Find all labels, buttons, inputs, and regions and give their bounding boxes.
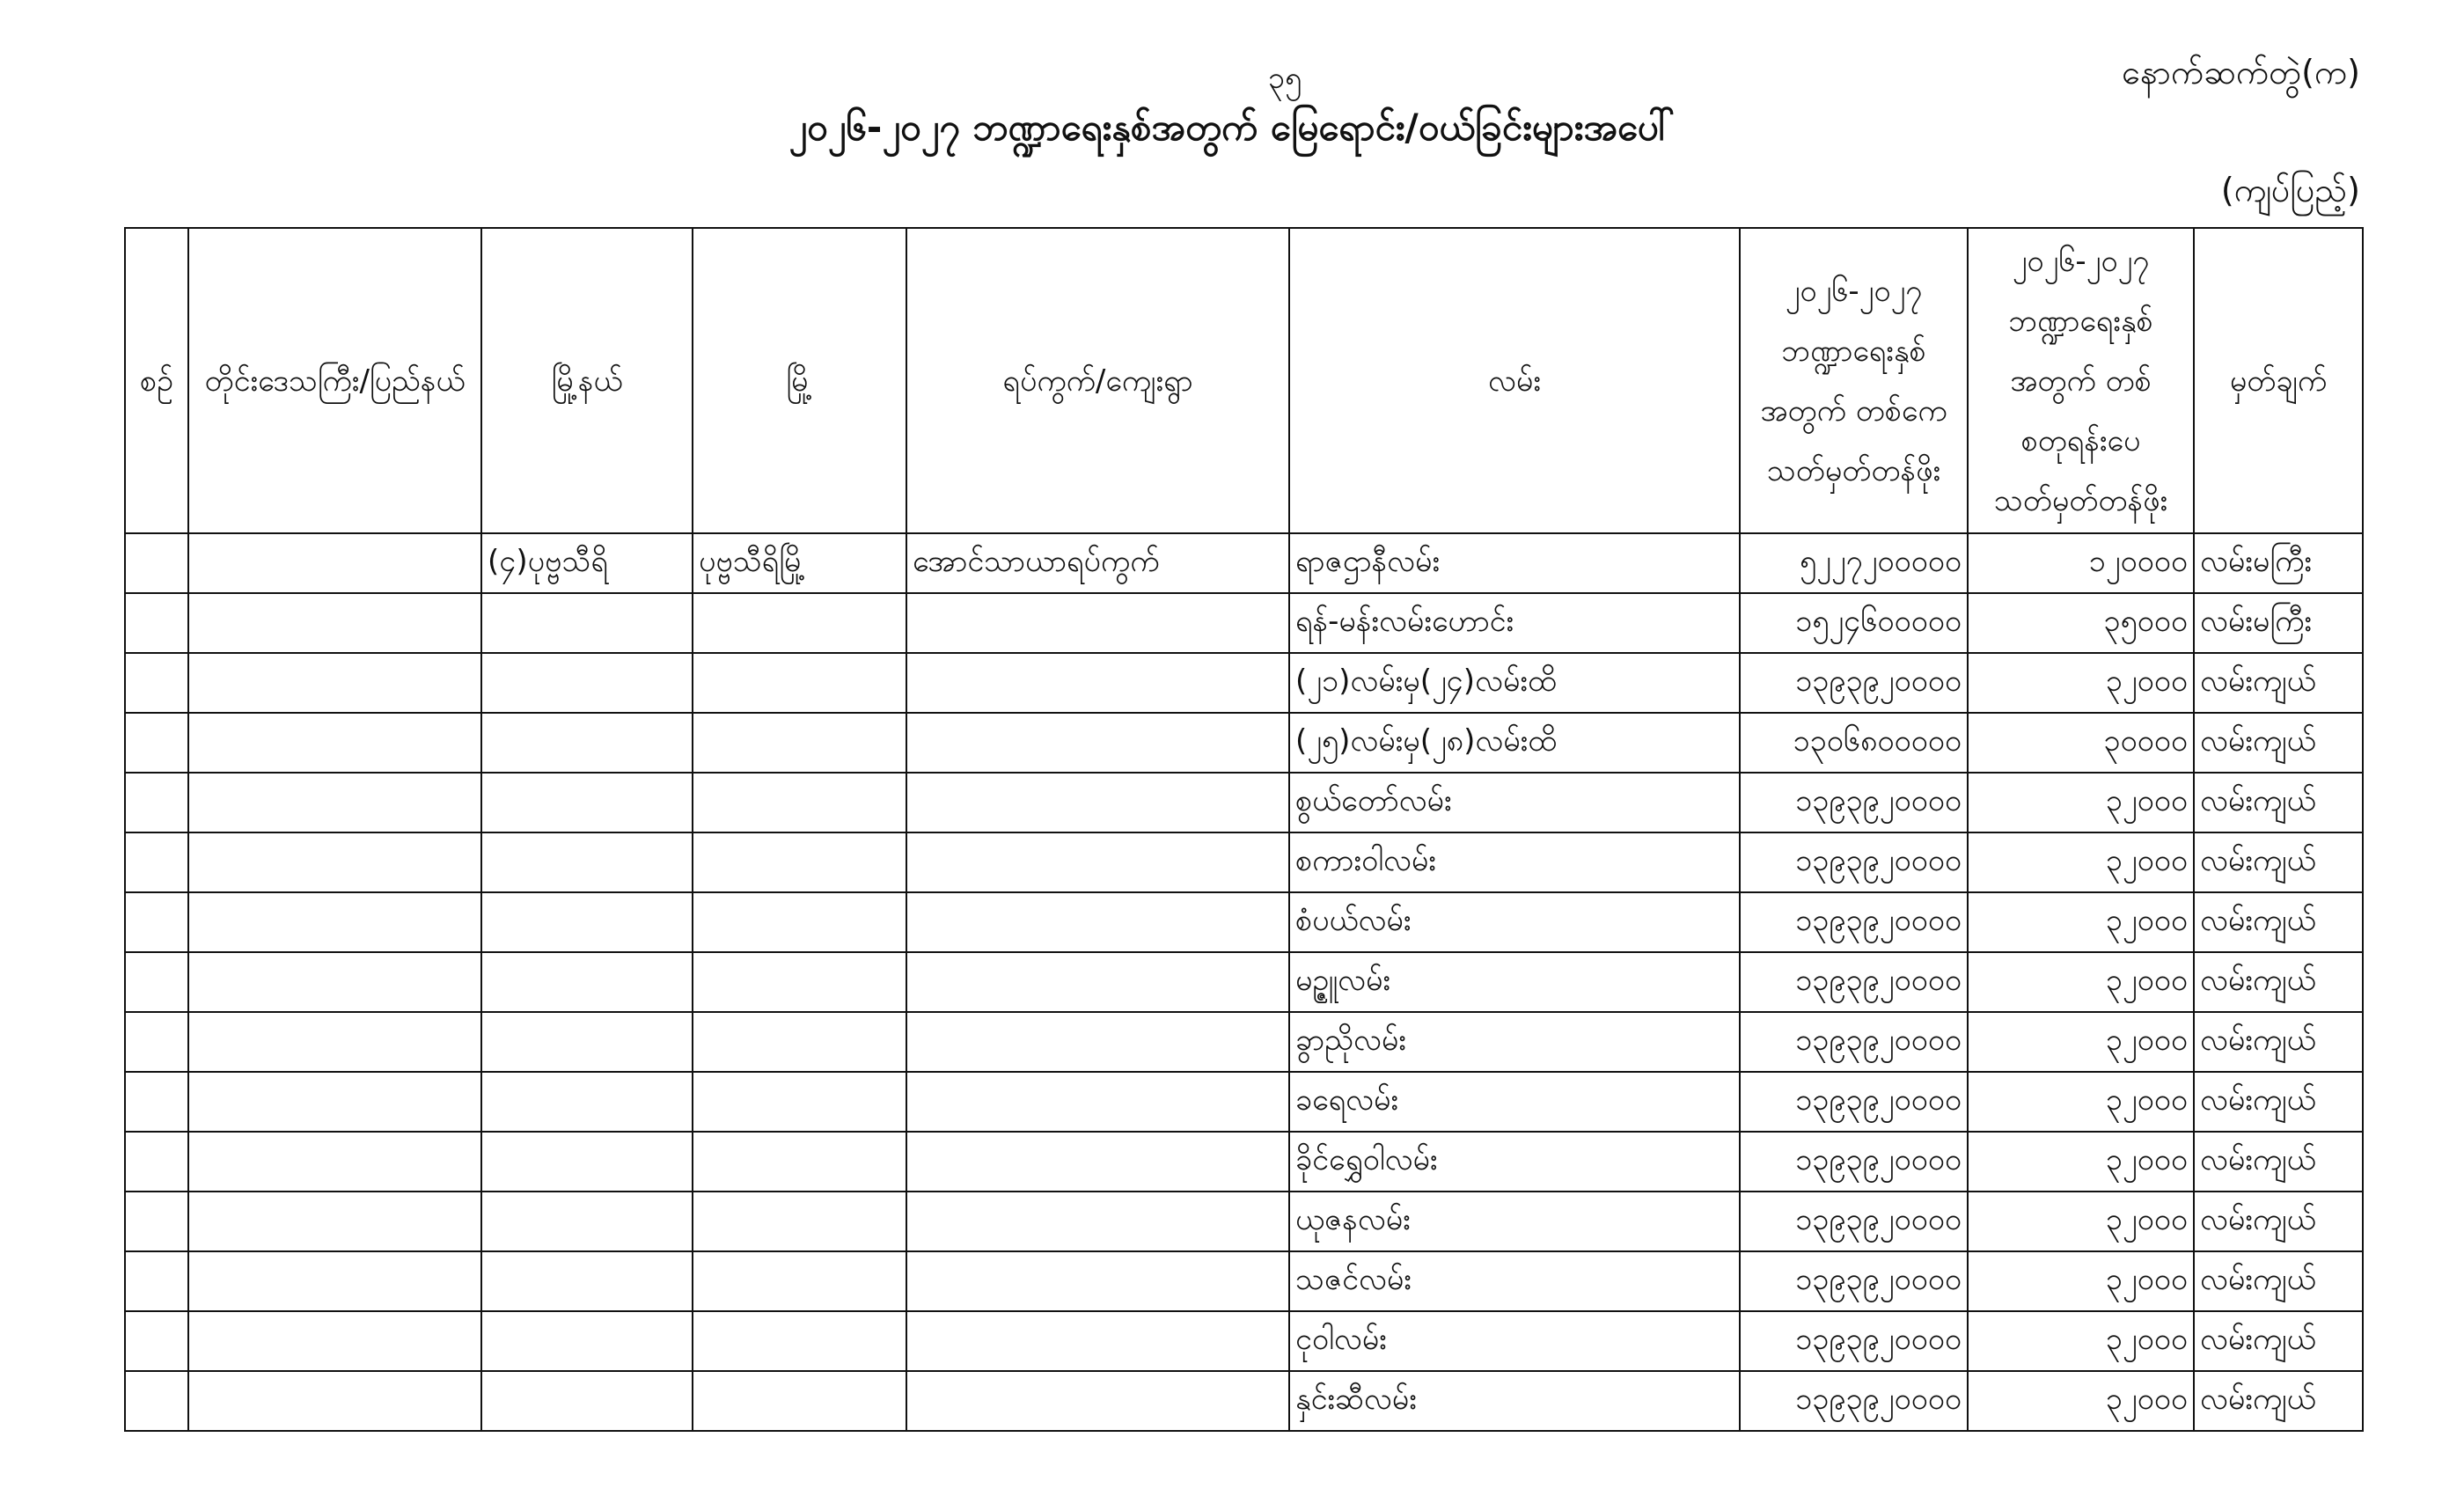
table-row bbox=[125, 1311, 2363, 1371]
cell-street: စွယ်တော်လမ်း bbox=[1289, 773, 1740, 832]
cell-district bbox=[481, 892, 693, 952]
cell-price-per-unit: ၁၅၂၄၆၀၀၀၀၀ bbox=[1740, 593, 1968, 653]
cell-serial bbox=[125, 1072, 188, 1132]
cell-remark: လမ်းကျယ် bbox=[2194, 1311, 2363, 1371]
header-price-per-unit: ၂၀၂၆-၂၀၂၇ ဘဏ္ဍာရေးနှစ် အတွက် တစ်ကေ သတ်မှတ်တန်ဖိုး bbox=[1740, 228, 1968, 533]
cell-ward bbox=[906, 773, 1289, 832]
cell-remark: လမ်းမကြီး bbox=[2194, 533, 2363, 593]
table-row bbox=[125, 1072, 2363, 1132]
cell-region bbox=[188, 1132, 481, 1192]
cell-district bbox=[481, 713, 693, 773]
cell-remark: လမ်းကျယ် bbox=[2194, 1192, 2363, 1251]
cell-town bbox=[693, 1012, 906, 1072]
cell-serial bbox=[125, 593, 188, 653]
cell-street: ခရေလမ်း bbox=[1289, 1072, 1740, 1132]
cell-serial bbox=[125, 1192, 188, 1251]
cell-price-per-unit: ၁၃၀၆၈၀၀၀၀၀ bbox=[1740, 713, 1968, 773]
cell-district bbox=[481, 832, 693, 892]
header-serial: စဉ် bbox=[125, 228, 188, 533]
cell-region bbox=[188, 1072, 481, 1132]
cell-remark: လမ်းကျယ် bbox=[2194, 653, 2363, 713]
cell-ward bbox=[906, 713, 1289, 773]
cell-price-per-unit: ၁၃၉၃၉၂၀၀၀၀ bbox=[1740, 1132, 1968, 1192]
cell-price-per-sqft: ၃၂၀၀၀ bbox=[1968, 773, 2194, 832]
cell-price-per-unit: ၁၃၉၃၉၂၀၀၀၀ bbox=[1740, 892, 1968, 952]
cell-street: (၂၅)လမ်းမှ(၂၈)လမ်းထိ bbox=[1289, 713, 1740, 773]
cell-street: ယုဇနလမ်း bbox=[1289, 1192, 1740, 1251]
cell-district bbox=[481, 1371, 693, 1431]
cell-town bbox=[693, 713, 906, 773]
cell-price-per-sqft: ၃၂၀၀၀ bbox=[1968, 1251, 2194, 1311]
cell-region bbox=[188, 1012, 481, 1072]
cell-ward bbox=[906, 593, 1289, 653]
cell-remark: လမ်းကျယ် bbox=[2194, 1371, 2363, 1431]
table-row bbox=[125, 952, 2363, 1012]
cell-region bbox=[188, 533, 481, 593]
cell-region bbox=[188, 713, 481, 773]
cell-ward bbox=[906, 1132, 1289, 1192]
cell-serial bbox=[125, 1371, 188, 1431]
cell-remark: လမ်းကျယ် bbox=[2194, 773, 2363, 832]
cell-price-per-sqft: ၃၂၀၀၀ bbox=[1968, 1371, 2194, 1431]
cell-town bbox=[693, 892, 906, 952]
header-region: တိုင်းဒေသကြီး/ပြည်နယ် bbox=[188, 228, 481, 533]
cell-region bbox=[188, 653, 481, 713]
cell-ward: အောင်သာယာရပ်ကွက် bbox=[906, 533, 1289, 593]
cell-remark: လမ်းကျယ် bbox=[2194, 832, 2363, 892]
cell-region bbox=[188, 832, 481, 892]
cell-street: ရာဇဌာနီလမ်း bbox=[1289, 533, 1740, 593]
currency-unit: (ကျပ်ပြည့်) bbox=[2220, 171, 2360, 209]
cell-remark: လမ်းကျယ် bbox=[2194, 1132, 2363, 1192]
cell-serial bbox=[125, 773, 188, 832]
table-header-row bbox=[125, 228, 2363, 533]
cell-town bbox=[693, 832, 906, 892]
cell-serial bbox=[125, 892, 188, 952]
cell-region bbox=[188, 952, 481, 1012]
cell-town bbox=[693, 1072, 906, 1132]
cell-serial bbox=[125, 653, 188, 713]
cell-town bbox=[693, 1251, 906, 1311]
cell-price-per-sqft: ၁၂၀၀၀၀ bbox=[1968, 533, 2194, 593]
cell-ward bbox=[906, 952, 1289, 1012]
cell-street: နှင်းဆီလမ်း bbox=[1289, 1371, 1740, 1431]
cell-serial bbox=[125, 952, 188, 1012]
land-price-table bbox=[124, 227, 2364, 1432]
header-remarks: မှတ်ချက် bbox=[2194, 228, 2363, 533]
cell-district bbox=[481, 1311, 693, 1371]
cell-street: ခိုင်ရွှေဝါလမ်း bbox=[1289, 1132, 1740, 1192]
cell-price-per-unit: ၁၃၉၃၉၂၀၀၀၀ bbox=[1740, 952, 1968, 1012]
cell-price-per-sqft: ၃၀၀၀၀ bbox=[1968, 713, 2194, 773]
cell-remark: လမ်းကျယ် bbox=[2194, 713, 2363, 773]
cell-price-per-sqft: ၃၂၀၀၀ bbox=[1968, 1192, 2194, 1251]
cell-district bbox=[481, 1132, 693, 1192]
table-row bbox=[125, 1192, 2363, 1251]
cell-remark: လမ်းကျယ် bbox=[2194, 1012, 2363, 1072]
table-body bbox=[125, 533, 2363, 1431]
table-row bbox=[125, 1371, 2363, 1431]
cell-remark: လမ်းကျယ် bbox=[2194, 1072, 2363, 1132]
cell-district bbox=[481, 1012, 693, 1072]
table-row bbox=[125, 1012, 2363, 1072]
cell-town bbox=[693, 653, 906, 713]
header-town: မြို့ bbox=[693, 228, 906, 533]
cell-price-per-unit: ၁၃၉၃၉၂၀၀၀၀ bbox=[1740, 773, 1968, 832]
cell-town bbox=[693, 952, 906, 1012]
cell-town bbox=[693, 593, 906, 653]
cell-price-per-unit: ၁၃၉၃၉၂၀၀၀၀ bbox=[1740, 653, 1968, 713]
cell-street: ရန်-မန်းလမ်းဟောင်း bbox=[1289, 593, 1740, 653]
cell-district bbox=[481, 1192, 693, 1251]
table-row bbox=[125, 533, 2363, 593]
cell-street: ငုဝါလမ်း bbox=[1289, 1311, 1740, 1371]
cell-region bbox=[188, 773, 481, 832]
cell-price-per-sqft: ၃၂၀၀၀ bbox=[1968, 1072, 2194, 1132]
cell-price-per-sqft: ၃၂၀၀၀ bbox=[1968, 653, 2194, 713]
header-price-per-sqft: ၂၀၂၆-၂၀၂၇ ဘဏ္ဍာရေးနှစ် အတွက် တစ်စတုရန်းပေ သတ်မှတ်တန်ဖိုး bbox=[1968, 228, 2194, 533]
cell-district bbox=[481, 593, 693, 653]
table-row bbox=[125, 1132, 2363, 1192]
cell-price-per-sqft: ၃၂၀၀၀ bbox=[1968, 952, 2194, 1012]
cell-serial bbox=[125, 713, 188, 773]
cell-region bbox=[188, 593, 481, 653]
cell-price-per-sqft: ၃၂၀၀၀ bbox=[1968, 892, 2194, 952]
cell-street: (၂၁)လမ်းမှ(၂၄)လမ်းထိ bbox=[1289, 653, 1740, 713]
cell-street: စကားဝါလမ်း bbox=[1289, 832, 1740, 892]
cell-price-per-unit: ၁၃၉၃၉၂၀၀၀၀ bbox=[1740, 1012, 1968, 1072]
cell-district bbox=[481, 653, 693, 713]
cell-serial bbox=[125, 533, 188, 593]
cell-serial bbox=[125, 832, 188, 892]
cell-ward bbox=[906, 1072, 1289, 1132]
cell-remark: လမ်းကျယ် bbox=[2194, 952, 2363, 1012]
cell-region bbox=[188, 1371, 481, 1431]
cell-serial bbox=[125, 1132, 188, 1192]
cell-town bbox=[693, 1311, 906, 1371]
cell-price-per-unit: ၁၃၉၃၉၂၀၀၀၀ bbox=[1740, 1371, 1968, 1431]
cell-ward bbox=[906, 892, 1289, 952]
cell-district bbox=[481, 1251, 693, 1311]
table-row bbox=[125, 653, 2363, 713]
cell-price-per-sqft: ၃၂၀၀၀ bbox=[1968, 1132, 2194, 1192]
page-title: ၂၀၂၆-၂၀၂၇ ဘဏ္ဍာရေးနှစ်အတွက် မြေရောင်း/ဝယ်ခြင်းများအပေါ် bbox=[788, 106, 1676, 149]
cell-price-per-unit: ၁၃၉၃၉၂၀၀၀၀ bbox=[1740, 1251, 1968, 1311]
cell-ward bbox=[906, 653, 1289, 713]
table-row bbox=[125, 773, 2363, 832]
cell-ward bbox=[906, 1371, 1289, 1431]
cell-street: မဥ္ဇူလမ်း bbox=[1289, 952, 1740, 1012]
cell-serial bbox=[125, 1012, 188, 1072]
cell-town bbox=[693, 1132, 906, 1192]
table-row bbox=[125, 593, 2363, 653]
cell-town bbox=[693, 1371, 906, 1431]
cell-street: သဇင်လမ်း bbox=[1289, 1251, 1740, 1311]
table-row bbox=[125, 892, 2363, 952]
cell-price-per-unit: ၁၃၉၃၉၂၀၀၀၀ bbox=[1740, 1311, 1968, 1371]
cell-region bbox=[188, 1192, 481, 1251]
cell-ward bbox=[906, 1311, 1289, 1371]
annex-label: နောက်ဆက်တွဲ(က) bbox=[2122, 53, 2360, 92]
cell-price-per-sqft: ၃၅၀၀၀ bbox=[1968, 593, 2194, 653]
cell-region bbox=[188, 892, 481, 952]
cell-district bbox=[481, 773, 693, 832]
cell-ward bbox=[906, 1251, 1289, 1311]
cell-town bbox=[693, 1192, 906, 1251]
cell-price-per-unit: ၁၃၉၃၉၂၀၀၀၀ bbox=[1740, 1072, 1968, 1132]
cell-remark: လမ်းမကြီး bbox=[2194, 593, 2363, 653]
cell-serial bbox=[125, 1251, 188, 1311]
cell-price-per-sqft: ၃၂၀၀၀ bbox=[1968, 832, 2194, 892]
cell-town: ပုဗ္ဗသီရိမြို့ bbox=[693, 533, 906, 593]
table-row bbox=[125, 832, 2363, 892]
cell-district bbox=[481, 1072, 693, 1132]
cell-price-per-unit: ၁၃၉၃၉၂၀၀၀၀ bbox=[1740, 832, 1968, 892]
table-row bbox=[125, 1251, 2363, 1311]
header-street: လမ်း bbox=[1289, 228, 1740, 533]
cell-ward bbox=[906, 832, 1289, 892]
cell-remark: လမ်းကျယ် bbox=[2194, 1251, 2363, 1311]
cell-street: ခွာညိုလမ်း bbox=[1289, 1012, 1740, 1072]
page-number: ၃၅ bbox=[1267, 61, 1302, 96]
cell-district: (၄)ပုဗ္ဗသီရိ bbox=[481, 533, 693, 593]
cell-district bbox=[481, 952, 693, 1012]
cell-serial bbox=[125, 1311, 188, 1371]
cell-price-per-sqft: ၃၂၀၀၀ bbox=[1968, 1311, 2194, 1371]
header-ward: ရပ်ကွက်/ကျေးရွာ bbox=[906, 228, 1289, 533]
table-row bbox=[125, 713, 2363, 773]
cell-price-per-unit: ၁၃၉၃၉၂၀၀၀၀ bbox=[1740, 1192, 1968, 1251]
cell-price-per-sqft: ၃၂၀၀၀ bbox=[1968, 1012, 2194, 1072]
cell-town bbox=[693, 773, 906, 832]
cell-street: စံပယ်လမ်း bbox=[1289, 892, 1740, 952]
cell-ward bbox=[906, 1012, 1289, 1072]
cell-ward bbox=[906, 1192, 1289, 1251]
cell-region bbox=[188, 1311, 481, 1371]
cell-remark: လမ်းကျယ် bbox=[2194, 892, 2363, 952]
header-district: မြို့နယ် bbox=[481, 228, 693, 533]
cell-region bbox=[188, 1251, 481, 1311]
cell-price-per-unit: ၅၂၂၇၂၀၀၀၀၀ bbox=[1740, 533, 1968, 593]
